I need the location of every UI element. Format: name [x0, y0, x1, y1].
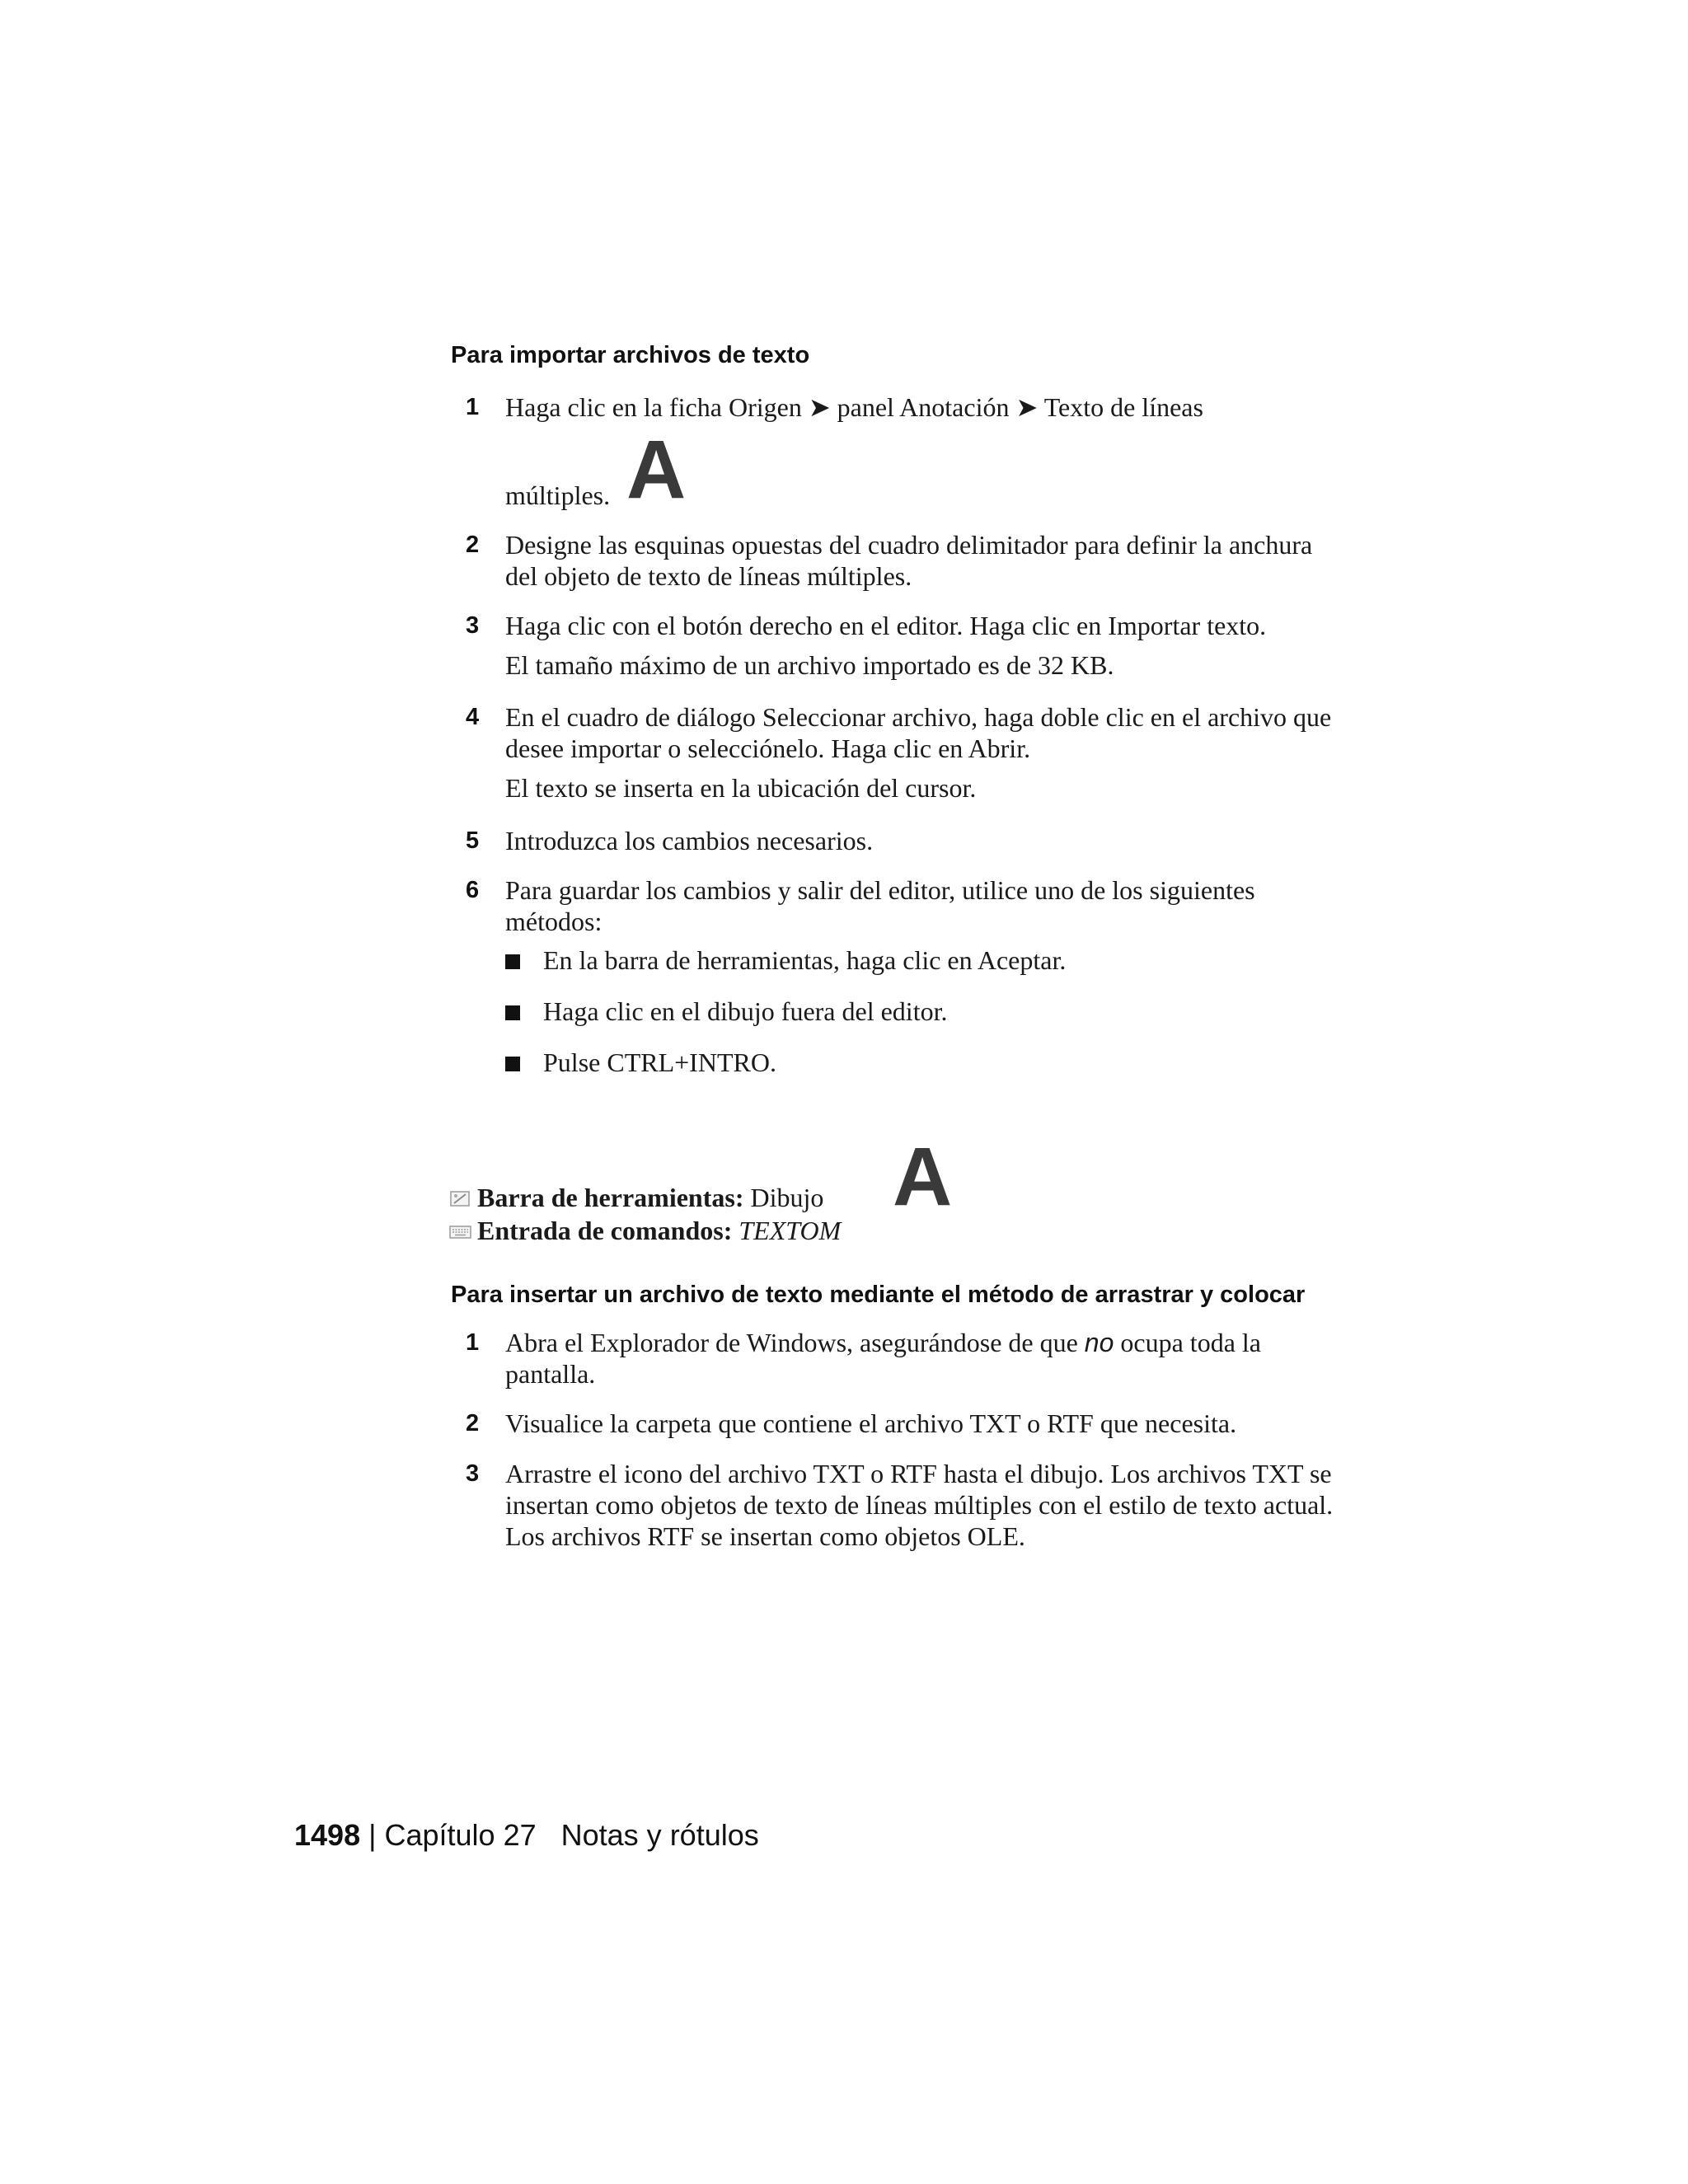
- page-footer: [294, 1817, 759, 1854]
- emphasis: no: [1084, 1328, 1114, 1357]
- step-number: 5: [466, 827, 480, 854]
- bullet-square-icon: [505, 1005, 520, 1020]
- command-reference: [449, 1215, 841, 1246]
- bullet-text: En la barra de herramientas, haga clic en Aceptar.: [543, 945, 1067, 975]
- command-label: Entrada de comandos:: [477, 1216, 733, 1245]
- bullet-square-icon: [505, 954, 520, 969]
- step-number: 1: [466, 394, 480, 420]
- footer-chapter-title: Notas y rótulos: [560, 1818, 759, 1852]
- multiline-text-icon: A: [626, 424, 687, 516]
- step-number: 2: [466, 532, 480, 558]
- step-text: Haga clic en la ficha Origen ➤ panel Anotación ➤ Texto de líneas: [505, 392, 1203, 422]
- footer-separator: |: [368, 1818, 377, 1852]
- step-text: Designe las esquinas opuestas del cuadro delimitador para definir la anchura del objeto de texto de líneas múltiples.: [505, 530, 1313, 591]
- step-number: 6: [466, 877, 480, 903]
- step-text: Haga clic con el botón derecho en el editor. Haga clic en Importar texto.: [505, 611, 1267, 640]
- multiline-text-icon: A: [893, 1131, 953, 1223]
- step-number: 3: [466, 612, 480, 639]
- step-number: 4: [466, 704, 480, 730]
- step-text: Introduzca los cambios necesarios.: [505, 826, 874, 855]
- bullet-text: Pulse CTRL+INTRO.: [543, 1047, 776, 1077]
- bullet-text: Haga clic en el dibujo fuera del editor.: [543, 996, 948, 1026]
- step-note: El tamaño máximo de un archivo importado es de 32 KB.: [505, 650, 1114, 680]
- step-text: Arrastre el icono del archivo TXT o RTF hasta el dibujo. Los archivos TXT se insertan como objetos de texto de líneas múltiples con el estilo de texto actual. Los archivos RTF se insertan como objetos OLE.: [505, 1459, 1334, 1551]
- keyboard-icon: [449, 1223, 472, 1241]
- step-text-part: ocupa toda la pantalla.: [505, 1328, 1261, 1389]
- toolbar-icon: [449, 1190, 472, 1208]
- section-heading-import: Para importar archivos de texto: [451, 342, 810, 368]
- footer-chapter: Capítulo 27: [384, 1818, 537, 1852]
- step-note: El texto se inserta en la ubicación del cursor.: [505, 773, 977, 803]
- step-text: En el cuadro de diálogo Seleccionar archivo, haga doble clic en el archivo que desee importar o selecciónelo. Haga clic en Abrir.: [505, 702, 1332, 763]
- page-number: 1498: [294, 1818, 361, 1852]
- step-number: 1: [466, 1329, 480, 1356]
- step-text: Visualice la carpeta que contiene el archivo TXT o RTF que necesita.: [505, 1408, 1237, 1438]
- toolbar-label: Barra de herramientas:: [477, 1183, 744, 1212]
- step-text: [505, 1327, 1338, 1390]
- step-text-part: Abra el Explorador de Windows, asegurándose de que: [505, 1328, 1085, 1357]
- command-value: TEXTOM: [738, 1216, 842, 1245]
- section-heading-drag-drop: Para insertar un archivo de texto mediante el método de arrastrar y colocar: [451, 1282, 1306, 1308]
- step-number: 2: [466, 1410, 480, 1436]
- step-text-continued: múltiples.: [505, 480, 611, 510]
- step-number: 3: [466, 1460, 480, 1487]
- toolbar-reference: [449, 1182, 823, 1213]
- bullet-square-icon: [505, 1057, 520, 1071]
- step-text: Para guardar los cambios y salir del editor, utilice uno de los siguientes métodos:: [505, 875, 1255, 936]
- toolbar-value: Dibujo: [750, 1183, 824, 1212]
